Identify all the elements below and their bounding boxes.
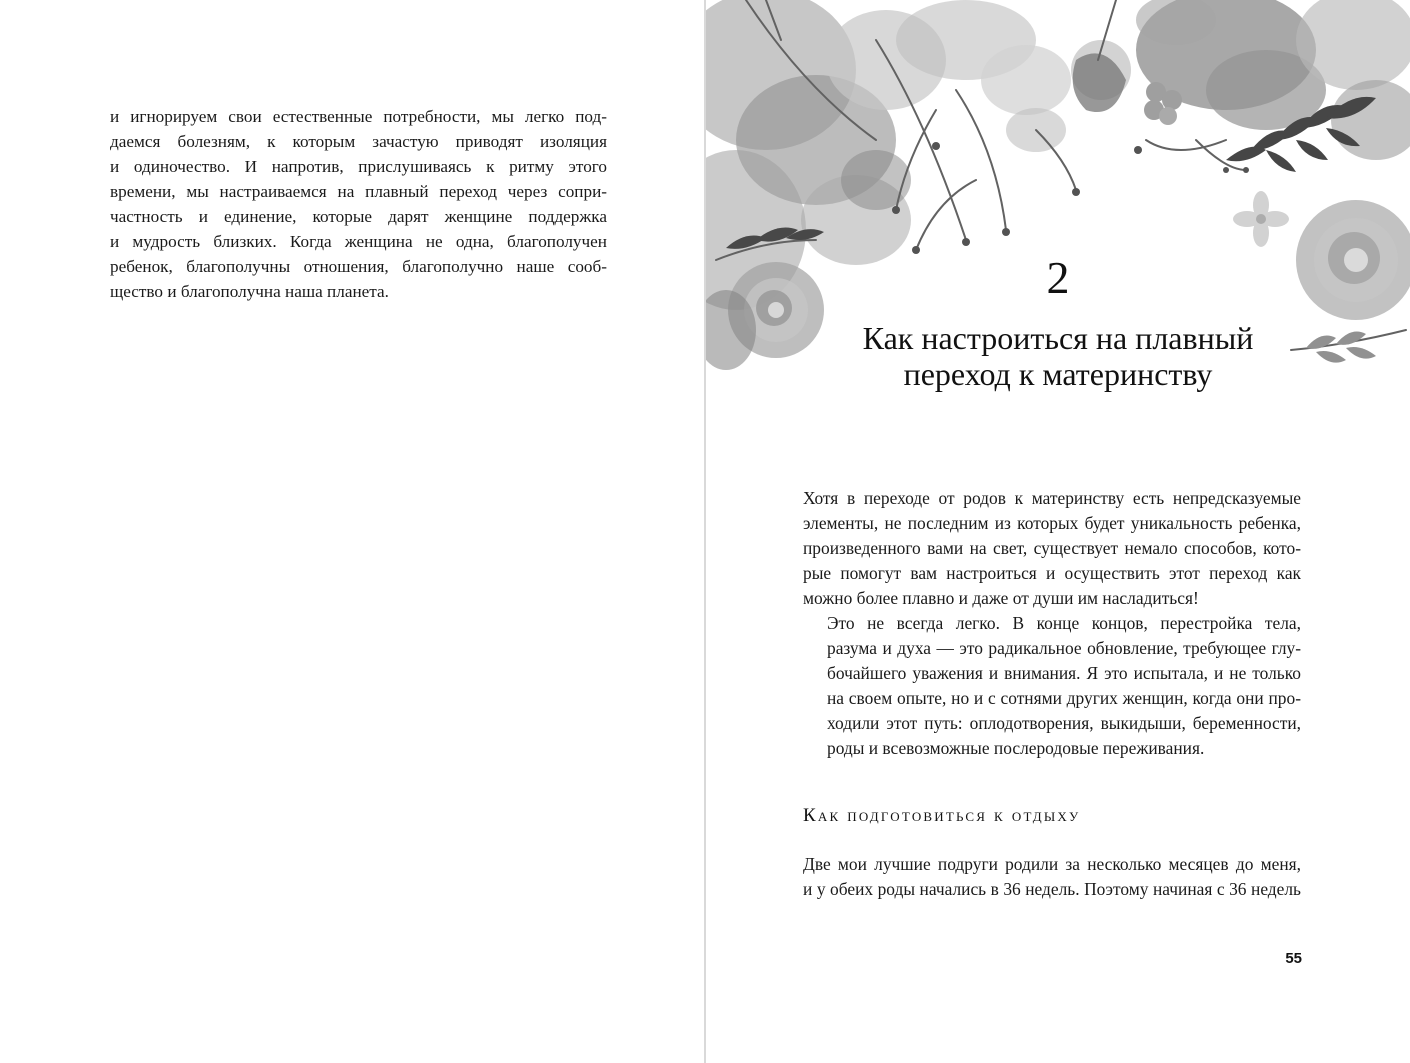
- paragraph-1-line: элементы, не последним из которых будет уникальность ребенка,: [803, 513, 1301, 533]
- paragraph-3: [803, 852, 1301, 902]
- paragraph-2: [803, 611, 1301, 761]
- paragraph-3-line: Две мои лучшие подруги родили за несколько месяцев до меня,: [803, 854, 1301, 874]
- chapter-intro: [803, 486, 1301, 761]
- paragraph-2-line: на своем опыте, но и с сотнями других женщин, когда они про-: [827, 688, 1301, 708]
- left-page-text-line: и мудрость близких. Когда женщина не одна, благополучен: [110, 232, 607, 251]
- chapter-title-line-1: Как настроиться на плавный: [862, 320, 1254, 356]
- chapter-title: [706, 320, 1410, 392]
- page-number: 55: [1285, 950, 1302, 967]
- paragraph-2-line: ходили этот путь: оплодотворения, выкидыши, беременности,: [827, 713, 1301, 733]
- left-page-text-line: и игнорируем свои естественные потребности, мы легко под-: [110, 107, 607, 126]
- left-page-text-line: времени, мы настраиваемся на плавный переход через сопри-: [110, 182, 607, 201]
- paragraph-1-line: произведенного вами на свет, существует немало способов, кото-: [803, 538, 1301, 558]
- paragraph-2-line: Это не всегда легко. В конце концов, перестройка тела,: [827, 613, 1301, 633]
- left-page-text-line: щество и благополучна наша планета.: [110, 282, 389, 301]
- right-page: [706, 0, 1410, 1063]
- chapter-number: 2: [1046, 252, 1070, 303]
- left-page: [0, 0, 704, 1063]
- paragraph-2-line: разума и духа — это радикальное обновление, требующее глу-: [827, 638, 1301, 658]
- paragraph-1: [803, 486, 1301, 611]
- paragraph-1-line: Хотя в переходе от родов к материнству есть непредсказуемые: [803, 488, 1301, 508]
- paragraph-2-line: бочайшего уважения и внимания. Я это испытала, и не только: [827, 663, 1301, 683]
- chapter-title-line-2: переход к материнству: [903, 356, 1213, 392]
- section-subheading: Как подготовиться к отдыху: [803, 805, 1081, 826]
- paragraph-1-line: рые помогут вам настроиться и осуществить этот переход как: [803, 563, 1301, 583]
- left-page-text-line: даемся болезням, к которым зачастую приводят изоляция: [110, 132, 607, 151]
- paragraph-1-line: можно более плавно и даже от души им насладиться!: [803, 588, 1199, 608]
- left-page-text-line: частность и единение, которые дарят женщине поддержка: [110, 207, 607, 226]
- left-page-text-line: и одиночество. И напротив, прислушиваясь к ритму этого: [110, 157, 607, 176]
- left-page-text-line: ребенок, благополучны отношения, благополучно наше сооб-: [110, 257, 607, 276]
- paragraph-2-line: роды и всевозможные послеродовые переживания.: [827, 738, 1205, 758]
- paragraph-3-line: и у обеих роды начались в 36 недель. Поэтому начиная с 36 недель: [803, 879, 1301, 899]
- left-page-text: [110, 104, 607, 304]
